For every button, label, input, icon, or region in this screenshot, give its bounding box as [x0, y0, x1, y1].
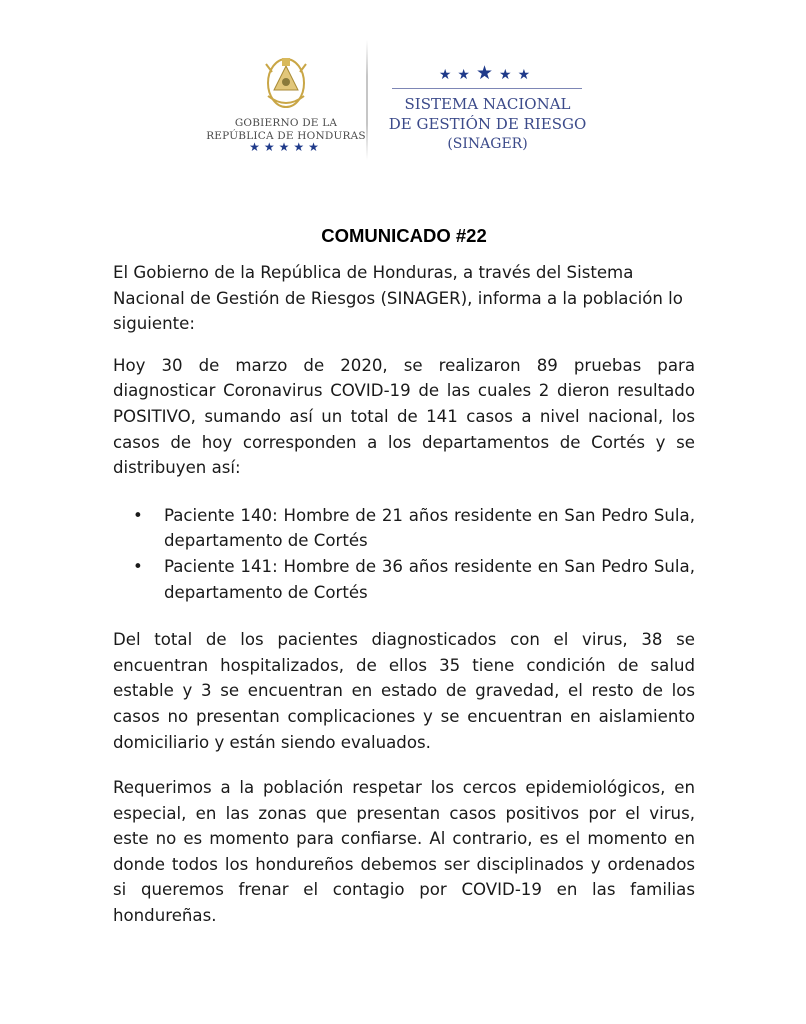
gov-stars-icon: ★★★★★ [249, 140, 323, 154]
header-divider [366, 40, 368, 160]
sinager-name-line2: DE GESTIÓN DE RIESGO [388, 115, 587, 133]
list-item [113, 554, 695, 605]
sinager-name-line3: (SINAGER) [447, 136, 528, 152]
patient-text: Paciente 141: Hombre de 36 años residente en San Pedro Sula, departamento de Cortés [164, 556, 695, 602]
sinager-name-line1: SISTEMA NACIONAL [404, 95, 571, 113]
intro-paragraph: El Gobierno de la República de Honduras, a través del Sistema Nacional de Gestión de Riesgos (SINAGER), informa a la población lo siguiente: [113, 263, 683, 334]
hospitalized-paragraph: Del total de los pacientes diagnosticados con el virus, 38 se encuentran hospitalizados, de ellos 35 tiene condición de salud estable y 3 se encuentran en estado de gravedad, el resto de los casos no presentan complicaciones y se encuentran en aislamiento domiciliario y están siendo evaluados. [113, 630, 695, 752]
honduras-coat-of-arms-icon [262, 52, 310, 114]
list-item [113, 503, 695, 554]
bullet-icon: • [133, 505, 143, 525]
sinager-rule [392, 88, 582, 89]
bullet-icon: • [133, 556, 143, 576]
patient-text: Paciente 140: Hombre de 21 años residente en San Pedro Sula, departamento de Cortés [164, 505, 695, 551]
sinager-stars-icon: ★★★★★ [438, 62, 537, 84]
patient-list [113, 503, 695, 605]
gov-name-line1: GOBIERNO DE LA [234, 117, 338, 129]
communique-body [113, 222, 695, 929]
request-paragraph: Requerimos a la población respetar los cercos epidemiológicos, en especial, en las zonas que presentan casos positivos por el virus, este no es momento para confiarse. Al contrario, es el momento en donde todos los hondureños debemos ser disciplinados y ordenados si queremos frenar el contagio por COVID-19 en las familias hondureñas. [113, 778, 695, 926]
gov-name-line2: REPÚBLICA DE HONDURAS [206, 130, 366, 142]
letterhead [0, 0, 806, 190]
tests-paragraph: Hoy 30 de marzo de 2020, se realizaron 89 pruebas para diagnosticar Coronavirus COVID-19 de las cuales 2 dieron resultado POSITIVO, sumando así un total de 141 casos a nivel nacional, los casos de hoy corresponden a los departamentos de Cortés y se distribuyen así: [113, 355, 695, 478]
page-title: COMUNICADO #22 [321, 225, 487, 246]
